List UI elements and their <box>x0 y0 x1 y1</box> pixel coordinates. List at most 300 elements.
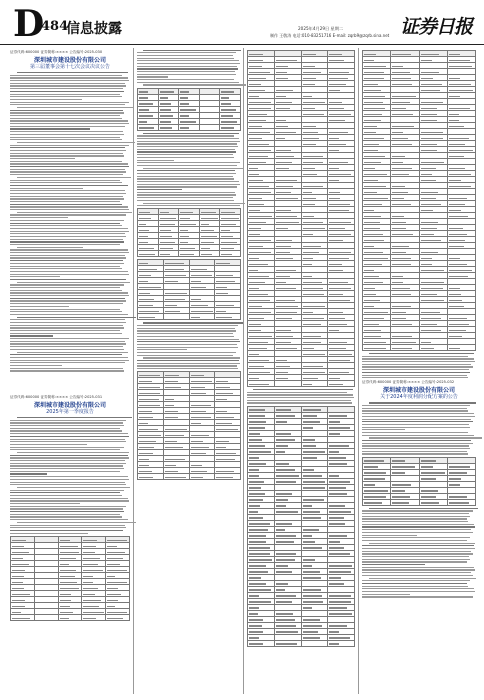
section-title: 信息披露 <box>66 21 122 37</box>
text-line <box>143 50 241 51</box>
text-line <box>137 141 240 142</box>
text-line <box>362 366 473 367</box>
text-line <box>137 339 239 340</box>
text-line <box>137 365 237 366</box>
text-line <box>10 131 123 132</box>
text-line <box>362 529 471 530</box>
text-line <box>10 370 124 371</box>
text-line <box>10 327 124 328</box>
text-line <box>10 525 125 526</box>
notice-subtitle: 第三届董事会第十七次会议决议公告 <box>29 64 110 70</box>
text-line <box>143 203 245 204</box>
text-line <box>10 354 122 355</box>
text-line <box>137 333 233 334</box>
text-line <box>362 564 425 565</box>
text-line <box>362 588 474 589</box>
notice-title: 深圳城市建设股份有限公司 <box>382 387 455 395</box>
text-line <box>10 120 128 121</box>
text-line <box>137 74 236 75</box>
notice-header-line: 证券代码:600000 证券简称:×××× 公告编号:2025-030 <box>10 50 103 54</box>
text-line <box>10 335 53 336</box>
text-line <box>369 402 476 403</box>
text-line <box>137 138 239 139</box>
dateline: 2025年4月29日 星期二 <box>298 26 344 31</box>
text-line <box>137 154 233 155</box>
column-4 <box>362 48 476 599</box>
text-line <box>10 309 120 310</box>
text-line <box>10 360 129 361</box>
text-line <box>137 355 233 356</box>
text-line <box>137 165 237 166</box>
text-line <box>137 336 234 337</box>
text-line <box>10 422 123 423</box>
text-line <box>137 173 236 174</box>
text-line <box>10 322 126 323</box>
text-line <box>137 58 234 59</box>
text-line <box>362 419 471 420</box>
text-line <box>17 247 83 248</box>
text-line <box>10 233 125 234</box>
text-line <box>362 375 467 376</box>
text-line <box>17 212 132 213</box>
text-line <box>10 284 124 285</box>
text-line <box>10 255 125 256</box>
text-line <box>10 425 124 426</box>
text-line <box>137 205 240 206</box>
text-line <box>137 325 238 326</box>
text-line <box>362 526 475 527</box>
text-line <box>362 443 473 444</box>
text-line <box>17 352 127 353</box>
text-line <box>362 440 471 441</box>
text-line <box>10 249 128 250</box>
text-line <box>137 149 235 150</box>
text-line <box>10 365 62 366</box>
text-line <box>369 578 476 579</box>
text-line <box>10 484 126 485</box>
text-line <box>362 521 468 522</box>
column-2 <box>137 48 241 482</box>
text-line <box>362 453 468 454</box>
newspaper-logo: 证券日报 <box>400 16 473 38</box>
text-line <box>137 181 239 182</box>
text-line <box>362 358 474 359</box>
text-line <box>362 559 470 560</box>
text-line <box>10 257 126 258</box>
text-line <box>10 206 128 207</box>
text-line <box>369 353 474 354</box>
text-line <box>10 193 126 194</box>
text-line <box>362 518 467 519</box>
text-line <box>362 510 473 511</box>
text-line <box>362 545 474 546</box>
text-line <box>143 168 244 169</box>
text-line <box>362 421 473 422</box>
text-line <box>10 110 123 111</box>
text-line <box>137 71 235 72</box>
text-line <box>362 556 469 557</box>
text-line <box>137 146 238 147</box>
text-line <box>137 349 187 350</box>
text-line <box>10 161 122 162</box>
text-line <box>10 236 126 237</box>
text-line <box>362 561 467 562</box>
text-line <box>10 153 123 154</box>
text-line <box>10 228 128 229</box>
text-line <box>137 328 235 329</box>
text-line <box>10 306 69 307</box>
text-line <box>10 241 124 242</box>
column-rule <box>133 48 134 694</box>
text-line <box>10 158 75 159</box>
text-line <box>10 91 124 92</box>
text-line <box>137 363 240 364</box>
text-line <box>362 548 475 549</box>
text-line <box>137 352 236 353</box>
page-number: 484 <box>41 19 69 34</box>
notice-subtitle: 关于2024年度利润分配方案的公告 <box>380 394 458 401</box>
text-line <box>10 166 129 167</box>
text-line <box>17 317 136 318</box>
text-line <box>10 225 122 226</box>
text-line <box>10 123 129 124</box>
text-line <box>10 511 124 512</box>
text-line <box>10 449 120 450</box>
text-line <box>10 94 120 95</box>
text-line <box>10 77 128 78</box>
financial-table <box>247 406 355 647</box>
text-line <box>10 217 68 218</box>
text-line <box>369 508 478 509</box>
text-line <box>10 115 120 116</box>
text-line <box>10 209 129 210</box>
text-line <box>10 292 128 293</box>
text-line <box>362 451 467 452</box>
text-line <box>137 194 236 195</box>
text-line <box>143 133 239 134</box>
text-line <box>10 482 125 483</box>
financial-table <box>137 88 241 131</box>
text-line <box>362 583 467 584</box>
text-line <box>10 463 126 464</box>
text-line <box>362 372 470 373</box>
text-line <box>10 311 122 312</box>
text-line <box>17 282 130 283</box>
text-line <box>362 567 474 568</box>
text-line <box>137 135 234 136</box>
text-line <box>10 188 83 189</box>
text-line <box>10 88 123 89</box>
text-line <box>10 112 124 113</box>
text-line <box>10 498 128 499</box>
financial-table <box>362 50 476 351</box>
text-line <box>10 268 122 269</box>
text-line <box>362 575 473 576</box>
text-line <box>10 508 123 509</box>
text-line <box>362 405 470 406</box>
text-line <box>17 522 136 523</box>
text-line <box>17 72 127 73</box>
text-line <box>362 569 475 570</box>
text-line <box>362 413 474 414</box>
text-line <box>137 178 234 179</box>
text-line <box>137 176 233 177</box>
masthead <box>0 0 484 45</box>
notice-title: 深圳城市建设股份有限公司 <box>33 57 106 64</box>
text-line <box>247 397 354 398</box>
text-line <box>10 533 88 534</box>
body-text-block <box>10 72 130 372</box>
text-line <box>10 325 123 326</box>
column-rule <box>358 48 359 694</box>
text-line <box>10 490 124 491</box>
text-line <box>10 220 124 221</box>
column-rule <box>243 48 244 694</box>
text-line <box>10 298 125 299</box>
text-line <box>10 96 122 97</box>
text-line <box>10 185 128 186</box>
text-line <box>10 239 123 240</box>
text-line <box>10 341 125 342</box>
text-line <box>137 368 238 369</box>
text-line <box>10 145 129 146</box>
financial-table <box>247 50 355 387</box>
text-line <box>137 52 236 53</box>
text-line <box>362 535 417 536</box>
text-line <box>10 118 122 119</box>
text-line <box>10 260 123 261</box>
text-line <box>369 543 475 544</box>
text-line <box>10 468 124 469</box>
text-line <box>137 162 240 163</box>
text-line <box>137 330 236 331</box>
text-line <box>362 596 473 597</box>
text-line <box>362 369 469 370</box>
text-line <box>137 63 240 64</box>
text-line <box>10 126 125 127</box>
text-line <box>10 471 120 472</box>
text-line <box>10 506 126 507</box>
text-line <box>137 184 240 185</box>
text-line <box>137 186 237 187</box>
text-line <box>362 424 469 425</box>
text-line <box>17 417 132 418</box>
text-line <box>10 444 87 445</box>
text-line <box>10 479 129 480</box>
text-line <box>10 271 128 272</box>
text-line <box>17 107 133 108</box>
body-text-block <box>137 322 241 369</box>
text-line <box>10 465 123 466</box>
text-line <box>10 447 124 448</box>
text-line <box>362 356 468 357</box>
text-line <box>362 448 470 449</box>
text-line <box>137 76 168 77</box>
text-line <box>362 408 467 409</box>
text-line <box>362 532 473 533</box>
text-line <box>10 231 129 232</box>
notice-header-line: 证券代码:600000 证券简称:×××× 公告编号:2025-031 <box>10 395 103 399</box>
text-line <box>362 429 405 430</box>
text-line <box>137 60 239 61</box>
text-line <box>10 155 124 156</box>
text-line <box>10 266 120 267</box>
text-line <box>137 344 237 345</box>
text-line <box>362 364 471 365</box>
text-line <box>10 198 124 199</box>
text-line <box>10 476 128 477</box>
text-line <box>362 361 475 362</box>
text-line <box>10 163 128 164</box>
editor-line: 制作 王敬涛 电话:010-83251716 E-mail: zqrb9@zqrb.sina.net <box>270 33 390 38</box>
text-line <box>10 196 123 197</box>
text-line <box>10 223 120 224</box>
text-line <box>17 452 129 453</box>
notice-header-line: 证券代码:600000 证券简称:×××× 公告编号:2025-032 <box>362 380 455 385</box>
text-line <box>10 433 128 434</box>
text-line <box>362 513 469 514</box>
column-3 <box>247 48 355 649</box>
text-line <box>137 341 240 342</box>
text-line <box>362 580 470 581</box>
text-line <box>10 460 125 461</box>
body-text-block <box>247 389 355 404</box>
text-line <box>247 394 353 395</box>
text-line <box>10 279 126 280</box>
text-line <box>143 322 243 323</box>
text-line <box>10 99 82 100</box>
text-line <box>10 473 47 474</box>
text-line <box>137 82 239 83</box>
body-text-block <box>10 417 130 534</box>
text-line <box>362 377 468 378</box>
text-line <box>10 319 125 320</box>
text-line <box>10 295 129 296</box>
text-line <box>137 200 234 201</box>
body-text-block <box>362 353 476 378</box>
text-line <box>10 85 126 86</box>
text-line <box>10 290 122 291</box>
page-letter: D <box>13 3 45 45</box>
text-line <box>369 437 482 438</box>
text-line <box>137 360 239 361</box>
financial-table <box>10 536 130 621</box>
text-line <box>10 214 126 215</box>
text-line <box>247 400 351 401</box>
text-line <box>10 500 129 501</box>
text-line <box>10 457 129 458</box>
text-line <box>10 134 124 135</box>
financial-table <box>137 259 241 320</box>
text-line <box>10 495 122 496</box>
text-line <box>362 516 470 517</box>
text-line <box>362 591 475 592</box>
text-line <box>10 171 126 172</box>
text-line <box>10 343 126 344</box>
text-line <box>10 303 123 304</box>
text-line <box>17 142 135 143</box>
text-line <box>362 416 475 417</box>
text-line <box>10 102 129 103</box>
text-line <box>10 338 129 339</box>
text-line <box>10 287 120 288</box>
column-1 <box>10 48 130 623</box>
text-line <box>247 402 352 403</box>
text-line <box>10 244 120 245</box>
text-line <box>137 55 233 56</box>
text-line <box>137 68 238 69</box>
body-text-block <box>362 508 476 598</box>
text-line <box>10 201 120 202</box>
text-line <box>10 139 122 140</box>
text-line <box>10 83 125 84</box>
text-line <box>10 357 128 358</box>
text-line <box>247 392 347 393</box>
text-line <box>10 441 126 442</box>
text-line <box>10 519 128 520</box>
body-text-block <box>137 50 241 86</box>
text-line <box>137 170 235 171</box>
text-line <box>10 346 123 347</box>
text-line <box>137 192 235 193</box>
text-line <box>362 432 468 433</box>
text-line <box>10 314 128 315</box>
text-line <box>137 197 233 198</box>
text-line <box>137 66 237 67</box>
text-line <box>10 180 120 181</box>
text-line <box>10 169 125 170</box>
text-line <box>362 435 474 436</box>
text-line <box>10 274 129 275</box>
text-line <box>10 204 122 205</box>
text-line <box>10 503 80 504</box>
text-line <box>10 104 125 105</box>
text-line <box>10 368 123 369</box>
text-line <box>362 572 471 573</box>
text-line <box>10 492 120 493</box>
text-line <box>362 427 470 428</box>
text-line <box>137 143 237 144</box>
text-line <box>10 455 128 456</box>
text-line <box>10 516 122 517</box>
text-line <box>10 430 122 431</box>
text-line <box>17 177 131 178</box>
text-line <box>10 263 124 264</box>
text-line <box>137 189 182 190</box>
financial-table <box>137 371 241 480</box>
text-line <box>10 137 120 138</box>
text-line <box>10 527 126 528</box>
text-line <box>362 445 469 446</box>
text-line <box>137 347 238 348</box>
text-line <box>10 530 123 531</box>
text-line <box>10 174 123 175</box>
text-line <box>143 84 246 85</box>
text-line <box>10 182 122 183</box>
text-line <box>143 357 240 358</box>
text-line <box>10 80 129 81</box>
text-line <box>137 160 174 161</box>
text-line <box>10 276 60 277</box>
text-line <box>10 428 120 429</box>
text-line <box>137 151 236 152</box>
text-line <box>10 362 125 363</box>
text-line <box>362 537 470 538</box>
text-line <box>17 487 130 488</box>
financial-table <box>362 457 476 506</box>
text-line <box>137 79 234 80</box>
text-line <box>10 333 122 334</box>
